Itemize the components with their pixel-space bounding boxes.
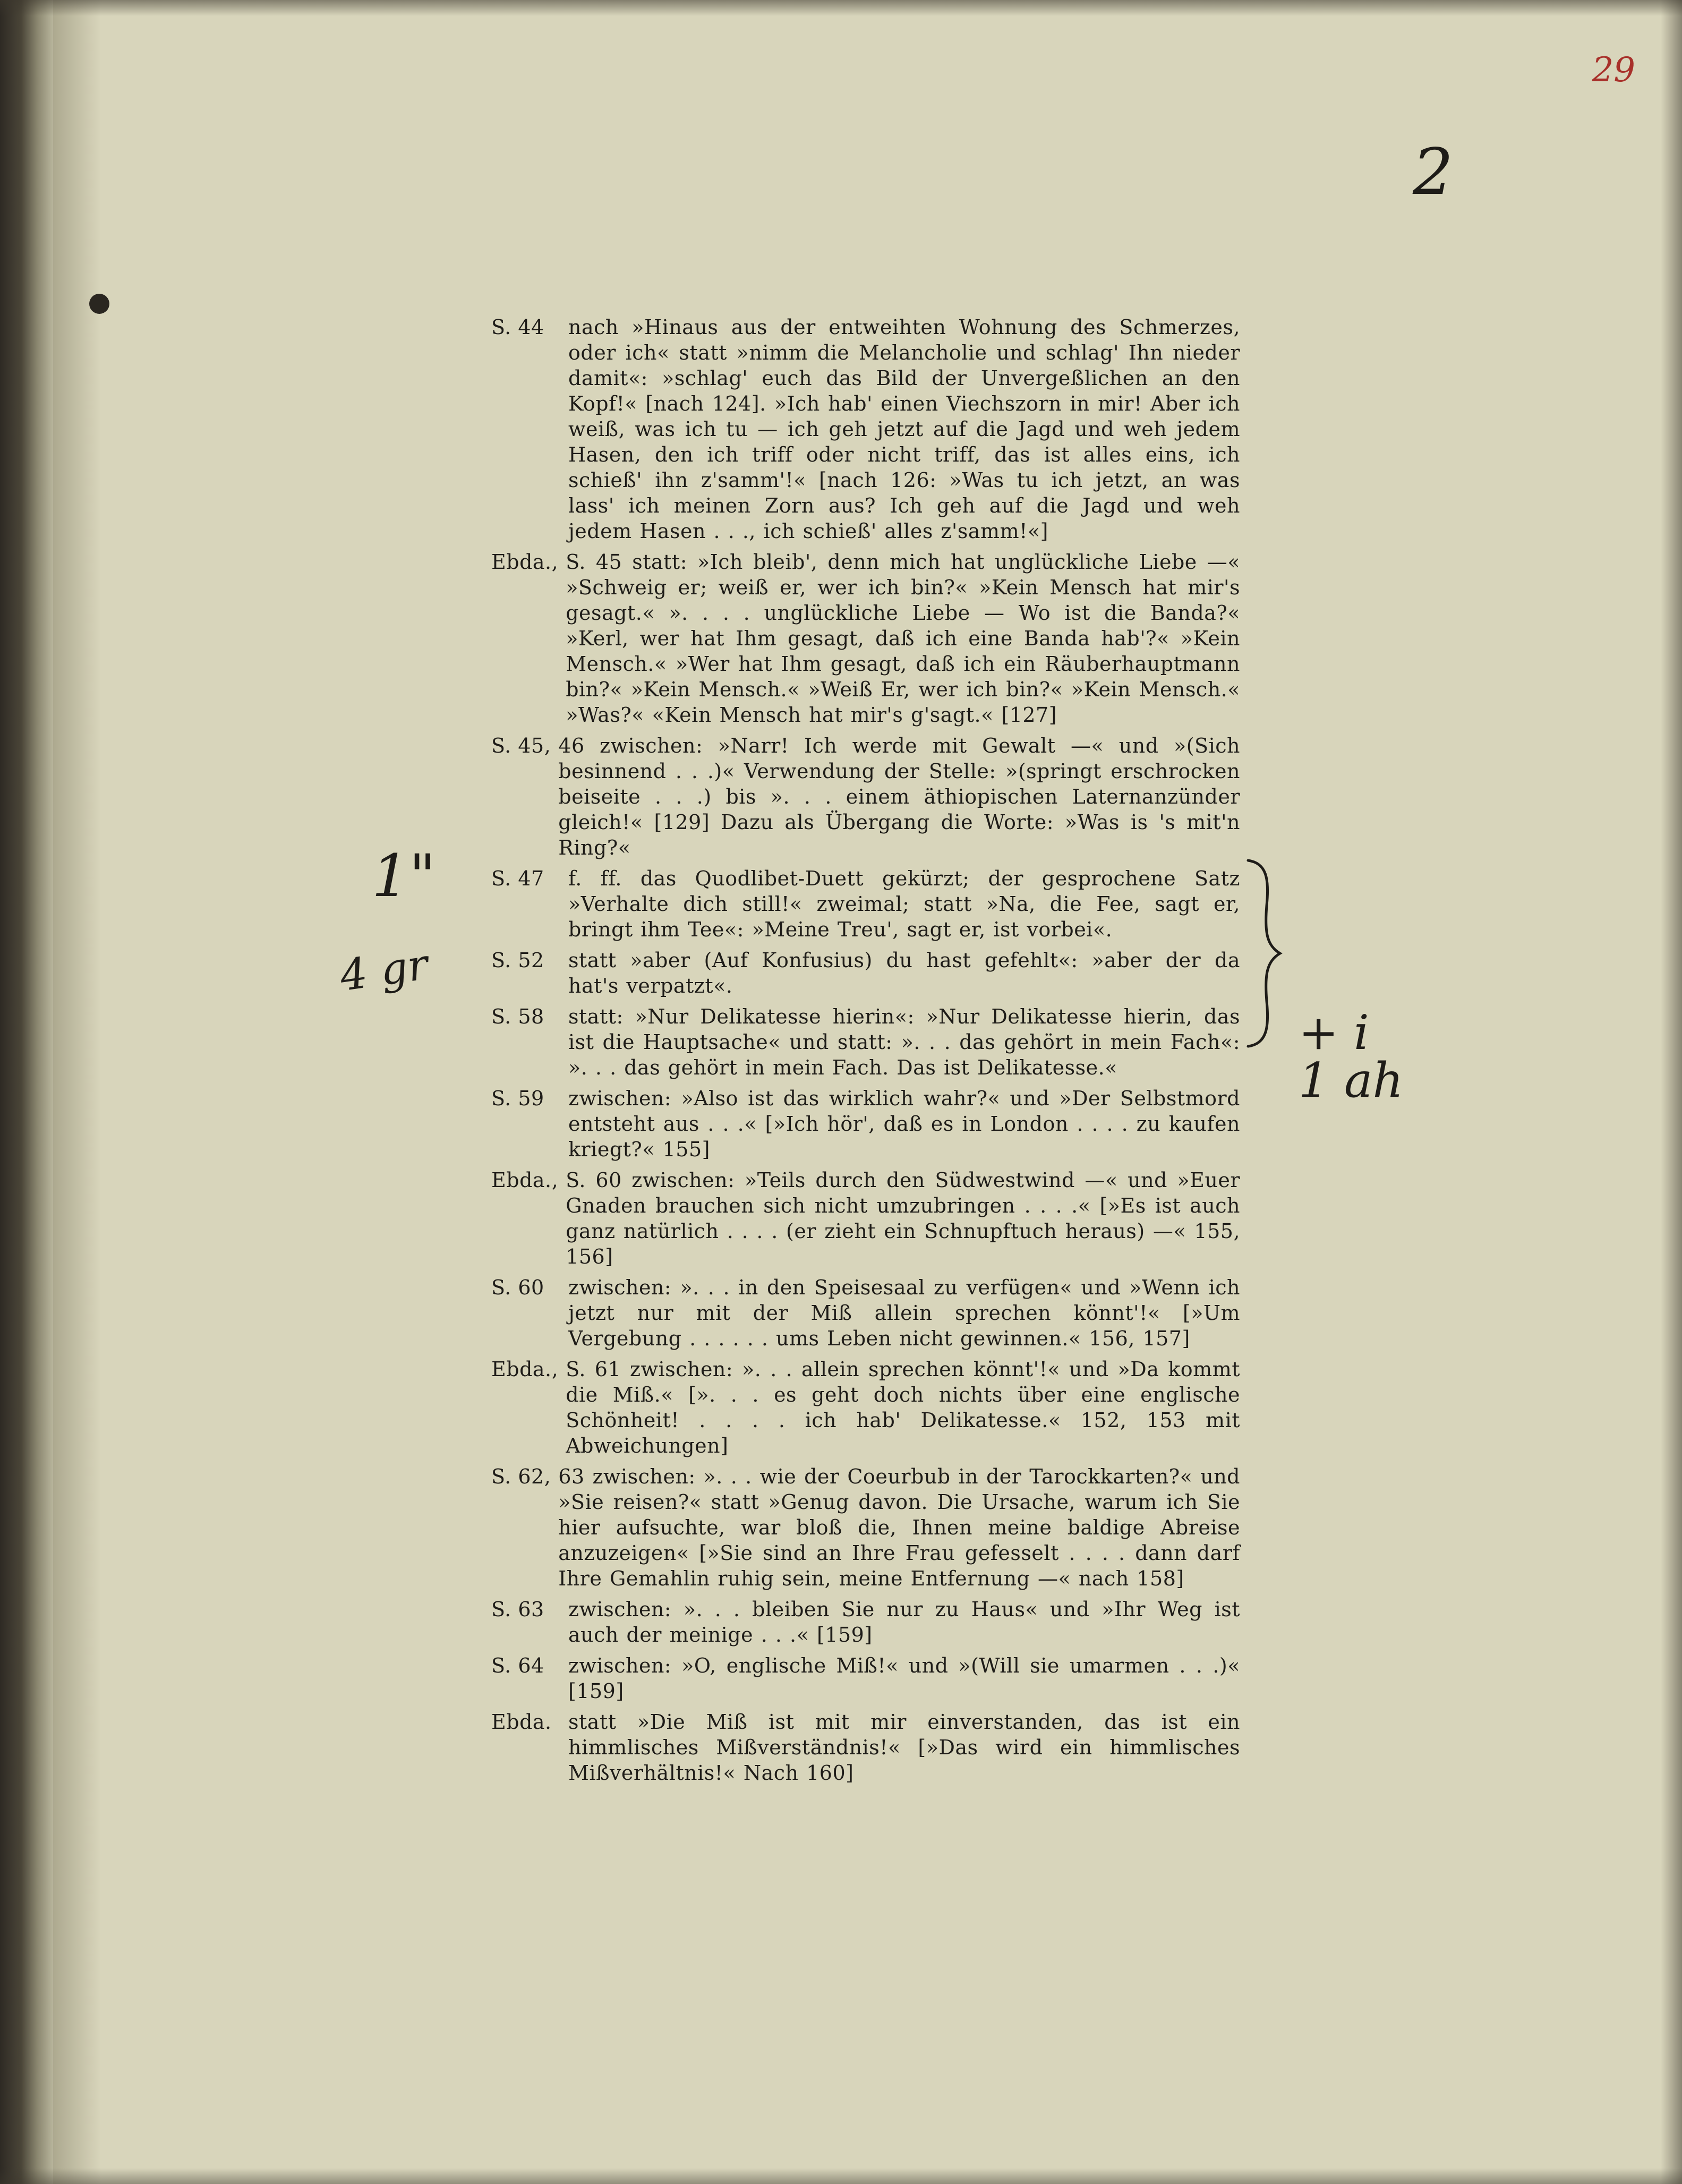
entry-page-reference: S. 45, [491,734,551,757]
handwritten-right-annotation [1299,1005,1404,1108]
handwritten-right-mark: + i [1299,1005,1369,1061]
folio-number: 29 [1592,50,1635,90]
bottom-edge-shadow [0,2168,1682,2184]
list-item [491,733,1240,860]
handwritten-margin-mark: 1" [372,842,436,910]
entry-page-reference: Ebda., [491,550,559,574]
list-item [491,1709,1240,1786]
list-item [491,549,1240,728]
errata-list [491,314,1240,1791]
entry-page-reference: S. 59 [491,1087,544,1110]
list-item [491,1275,1240,1351]
entry-text: zwischen: ». . . bleiben Sie nur zu Haus« und »Ihr Weg ist auch der meinige . . .« [159] [568,1598,1240,1646]
entry-text: zwischen: »O, englische Miß!« und »(Will sie umarmen . . .)« [159] [568,1654,1240,1703]
entry-page-reference: Ebda. [491,1710,552,1734]
list-item [491,1004,1240,1080]
entry-page-reference: S. 63 [491,1598,544,1621]
entry-text: zwischen: »Also ist das wirklich wahr?« und »Der Selbstmord entsteht aus . . .« [»Ich hör', daß es in London . . . . zu kaufen kriegt?« 155] [568,1087,1240,1161]
entry-text: S. 61 zwischen: ». . . allein sprechen könnt'!« und »Da kommt die Miß.« [». . . es geht doch nichts über eine englische Schönheit! . . . . ich hab' Delikatesse.« 152, 153 mit Abweichungen] [566,1358,1240,1457]
entry-text: 63 zwischen: ». . . wie der Coeurbub in der Tarockkarten?« und »Sie reisen?« statt »Genug davon. Die Ursache, warum ich Sie hier aufsuchte, war bloß die, Ihnen meine baldige Abreise anzuzeigen« [»Sie sind an Ihre Frau gefesselt . . . . dann darf Ihre Gemahlin ruhig sein, meine Entfernung —« nach 158] [558,1465,1240,1590]
entry-page-reference: Ebda., [491,1168,559,1192]
list-item [491,1464,1240,1591]
entry-page-reference: Ebda., [491,1358,559,1381]
binding-edge [0,0,53,2184]
entry-text: statt: »Nur Delikatesse hierin«: »Nur Delikatesse hierin, das ist die Hauptsache« und statt: ». . . das gehört in mein Fach«: ». . . das gehört in mein Fach. Das ist Delikatesse.« [568,1005,1240,1079]
entry-page-reference: S. 47 [491,867,544,890]
top-edge-shadow [0,0,1682,16]
handwritten-margin-note: 4 gr [337,939,431,1001]
entry-text: statt »aber (Auf Konfusius) du hast gefehlt«: »aber der da hat's verpatzt«. [568,949,1240,997]
list-item [491,1357,1240,1458]
entry-text: S. 60 zwischen: »Teils durch den Südwestwind —« und »Euer Gnaden brauchen sich nicht umzubringen . . . .« [»Es ist auch ganz natürlich . . . . (er zieht ein Schnupftuch heraus) —« 155, 156] [566,1168,1240,1268]
entry-page-reference: S. 64 [491,1654,544,1677]
entry-page-reference: S. 44 [491,315,544,339]
handwritten-right-note: 1 ah [1299,1053,1404,1108]
entry-text: f. ff. das Quodlibet-Duett gekürzt; der gesprochene Satz »Verhalte dich still!« zweimal; statt »Na, die Fee, sagt er, bringt ihm Tee«: »Meine Treu', sagt er, ist vorbei«. [568,867,1240,941]
entry-text: 46 zwischen: »Narr! Ich werde mit Gewalt —« und »(Sich besinnend . . .)« Verwendung der Stelle: »(springt erschrocken beiseite . . .) bis ». . . einem äthiopischen Laternanzünder gleich!« [129] Dazu als Übergang die Worte: »Was is 's mit'n Ring?« [558,734,1240,859]
right-edge-shadow [1661,0,1682,2184]
entry-text: nach »Hinaus aus der entweihten Wohnung des Schmerzes, oder ich« statt »nimm die Melancholie und schlag' Ihn nieder damit«: »schlag' euch das Bild der Unvergeßlichen an den Kopf!« [nach 124]. »Ich hab' einen Viechszorn in mir! Aber ich weiß, was ich tu — ich geh jetzt auf die Jagd und weh jedem Hasen, den ich triff oder nicht triff, das ist alles eins, ich schieß' ihn z'samm'!« [nach 126: »Was tu ich jetzt, an was lass' ich meinen Zorn aus? Ich geh auf die Jagd und weh jedem Hasen . . ., ich schieß' alles z'samm!«] [568,315,1240,543]
handwritten-top-numeral: 2 [1413,135,1454,209]
entry-text: zwischen: ». . . in den Speisesaal zu verfügen« und »Wenn ich jetzt nur mit der Miß allein sprechen könnt'!« [»Um Vergebung . . . . . . ums Leben nicht gewinnen.« 156, 157] [568,1276,1240,1350]
entry-page-reference: S. 58 [491,1005,544,1028]
entry-text: S. 45 statt: »Ich bleib', denn mich hat unglückliche Liebe —« »Schweig er; weiß er, wer ich bin?« »Kein Mensch hat mir's gesagt.« ». . . . unglückliche Liebe — Wo ist die Banda?« »Kerl, wer hat Ihm gesagt, daß ich eine Banda hab'?« »Kein Mensch.« »Wer hat Ihm gesagt, daß ich ein Räuberhauptmann bin?« »Kein Mensch.« »Weiß Er, wer ich bin?« »Kein Mensch.« »Was?« «Kein Mensch hat mir's g'sagt.« [127] [566,550,1240,727]
list-item [491,314,1240,544]
list-item [491,1086,1240,1162]
list-item [491,1167,1240,1269]
list-item [491,1597,1240,1648]
punch-hole [89,294,109,314]
list-item [491,1653,1240,1704]
entry-page-reference: S. 62, [491,1465,551,1488]
list-item [491,866,1240,942]
list-item [491,948,1240,999]
binding-fold-shadow [53,0,101,2184]
entry-text: statt »Die Miß ist mit mir einverstanden, das ist ein himmlisches Mißverständnis!« [»Das wird ein himmlisches Mißverhältnis!« Nach 160] [568,1710,1240,1785]
handwritten-brace [1245,858,1283,1049]
entry-page-reference: S. 52 [491,949,544,972]
entry-page-reference: S. 60 [491,1276,544,1299]
